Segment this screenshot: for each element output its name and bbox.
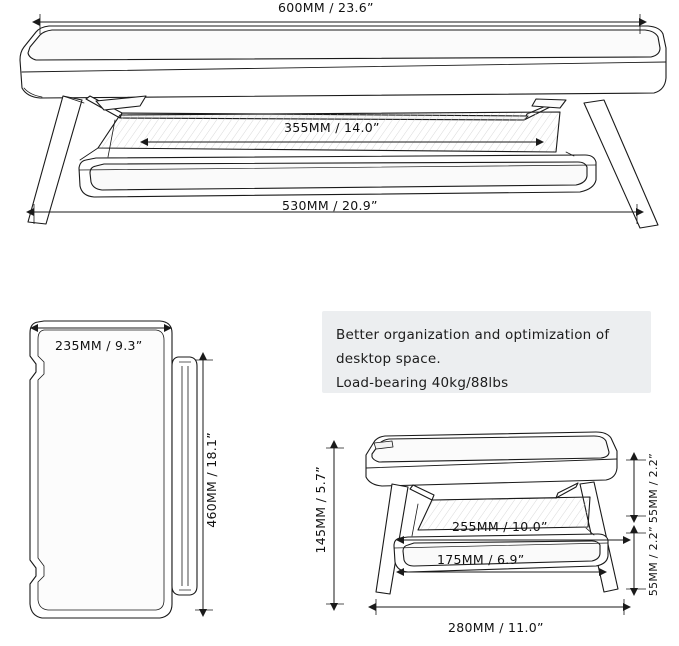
note-line-2: desktop space. bbox=[336, 351, 441, 367]
label-175mm: 175MM / 6.9” bbox=[437, 552, 525, 567]
label-280mm: 280MM / 11.0” bbox=[448, 620, 544, 635]
label-255mm: 255MM / 10.0” bbox=[452, 519, 548, 534]
label-460mm: 460MM / 18.1” bbox=[204, 432, 219, 528]
note-line-3: Load-bearing 40kg/88lbs bbox=[336, 375, 509, 391]
label-55mm-upper: 55MM / 2.2” bbox=[647, 453, 660, 524]
note-line-1: Better organization and optimization of bbox=[336, 327, 610, 343]
label-530mm: 530MM / 20.9” bbox=[282, 198, 378, 213]
label-55mm-lower: 55MM / 2.2” bbox=[647, 526, 660, 597]
label-600mm: 600MM / 23.6” bbox=[278, 0, 374, 15]
top-perspective-drawing bbox=[20, 0, 679, 228]
label-145mm: 145MM / 5.7” bbox=[313, 466, 328, 554]
plan-view-drawing bbox=[30, 321, 197, 618]
label-355mm: 355MM / 14.0” bbox=[284, 120, 380, 135]
feature-note-box bbox=[322, 311, 651, 393]
side-perspective-drawing bbox=[366, 432, 618, 594]
label-235mm: 235MM / 9.3” bbox=[55, 338, 143, 353]
